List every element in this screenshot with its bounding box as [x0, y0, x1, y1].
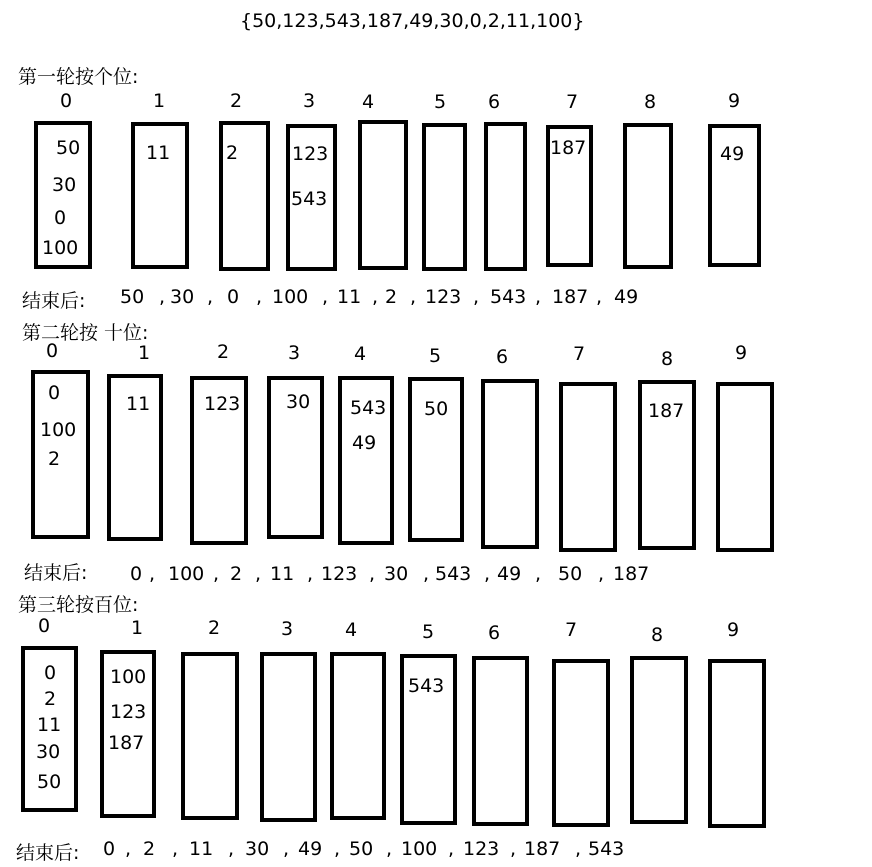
result-value: 30 — [245, 838, 270, 860]
bucket-index-label: 2 — [230, 90, 243, 112]
bucket-index-label: 4 — [345, 619, 358, 641]
result-value: 0 — [103, 838, 116, 860]
bucket-index-label: 7 — [565, 619, 578, 641]
result-separator: , — [510, 838, 517, 860]
bucket-value: 50 — [56, 137, 81, 159]
result-value: 100 — [401, 838, 438, 860]
round-1-label: 第一轮按个位: — [18, 66, 139, 88]
result-separator: , — [535, 563, 542, 585]
result-value: 30 — [384, 563, 409, 585]
bucket-value: 2 — [44, 688, 57, 710]
bucket-value: 543 — [408, 675, 445, 697]
result-separator: , — [484, 563, 491, 585]
bucket-index-label: 1 — [138, 342, 151, 364]
bucket-value: 100 — [110, 666, 147, 688]
bucket-index-label: 7 — [573, 343, 586, 365]
result-value: 49 — [298, 838, 323, 860]
bucket-value: 30 — [36, 741, 61, 763]
bucket-value: 11 — [146, 142, 171, 164]
round-1-result-label: 结束后: — [22, 290, 86, 312]
input-array-title: {50,123,543,187,49,30,0,2,11,100} — [240, 10, 585, 32]
result-separator: , — [125, 838, 132, 860]
bucket-value: 123 — [204, 393, 241, 415]
result-separator: , — [386, 838, 393, 860]
result-value: 30 — [170, 286, 195, 308]
result-separator: , — [448, 838, 455, 860]
bucket-index-label: 1 — [131, 617, 144, 639]
bucket-6 — [472, 656, 529, 826]
result-separator: , — [207, 286, 214, 308]
bucket-index-label: 6 — [488, 622, 501, 644]
bucket-index-label: 3 — [288, 342, 301, 364]
result-separator: , — [159, 286, 166, 308]
bucket-index-label: 4 — [354, 343, 367, 365]
result-separator: , — [423, 563, 430, 585]
bucket-value: 30 — [52, 174, 77, 196]
result-value: 2 — [385, 286, 398, 308]
bucket-value: 0 — [44, 662, 57, 684]
round-2-result-label: 结束后: — [24, 562, 88, 584]
bucket-index-label: 3 — [281, 618, 294, 640]
result-separator: , — [596, 286, 603, 308]
bucket-index-label: 5 — [434, 91, 447, 113]
result-value: 123 — [321, 563, 358, 585]
bucket-7 — [552, 659, 610, 827]
bucket-3 — [260, 652, 317, 822]
result-value: 543 — [588, 838, 625, 860]
bucket-value: 543 — [350, 397, 387, 419]
bucket-index-label: 0 — [38, 615, 51, 637]
result-value: 123 — [425, 286, 462, 308]
result-value: 50 — [558, 563, 583, 585]
bucket-value: 2 — [48, 448, 61, 470]
result-separator: , — [172, 838, 179, 860]
result-value: 49 — [614, 286, 639, 308]
bucket-index-label: 9 — [735, 342, 748, 364]
result-value: 50 — [120, 286, 145, 308]
bucket-index-label: 5 — [422, 621, 435, 643]
bucket-value: 49 — [352, 432, 377, 454]
bucket-index-label: 4 — [362, 91, 375, 113]
bucket-8 — [630, 656, 688, 824]
bucket-index-label: 6 — [496, 346, 509, 368]
result-separator: , — [322, 286, 329, 308]
bucket-value: 543 — [291, 188, 328, 210]
bucket-value: 11 — [126, 393, 151, 415]
result-separator: , — [575, 838, 582, 860]
bucket-value: 50 — [37, 771, 62, 793]
result-separator: , — [256, 286, 263, 308]
result-separator: , — [334, 838, 341, 860]
result-separator: , — [372, 286, 379, 308]
bucket-9 — [708, 659, 766, 828]
bucket-value: 123 — [110, 701, 147, 723]
bucket-value: 100 — [42, 237, 79, 259]
bucket-6 — [484, 122, 527, 271]
bucket-4 — [330, 652, 386, 820]
bucket-8 — [623, 123, 673, 269]
result-value: 543 — [435, 563, 472, 585]
bucket-index-label: 0 — [46, 340, 59, 362]
bucket-index-label: 9 — [728, 90, 741, 112]
bucket-index-label: 2 — [217, 341, 230, 363]
result-value: 187 — [524, 838, 561, 860]
result-value: 0 — [130, 563, 143, 585]
result-value: 50 — [349, 838, 374, 860]
bucket-0 — [31, 370, 90, 539]
bucket-index-label: 3 — [303, 90, 316, 112]
bucket-2 — [181, 652, 239, 820]
bucket-9 — [716, 382, 774, 552]
result-value: 187 — [613, 563, 650, 585]
result-separator: , — [255, 563, 262, 585]
result-value: 2 — [143, 838, 156, 860]
result-value: 11 — [270, 563, 295, 585]
bucket-value: 2 — [226, 142, 239, 164]
bucket-index-label: 8 — [661, 348, 674, 370]
result-separator: , — [410, 286, 417, 308]
result-separator: , — [473, 286, 480, 308]
bucket-6 — [481, 379, 539, 549]
bucket-value: 11 — [37, 714, 62, 736]
bucket-index-label: 0 — [60, 90, 73, 112]
bucket-4 — [358, 120, 408, 270]
bucket-index-label: 6 — [488, 91, 501, 113]
bucket-index-label: 5 — [429, 345, 442, 367]
result-value: 100 — [168, 563, 205, 585]
bucket-value: 187 — [108, 732, 145, 754]
bucket-value: 0 — [48, 382, 61, 404]
result-separator: , — [535, 286, 542, 308]
bucket-value: 49 — [720, 143, 745, 165]
bucket-index-label: 8 — [651, 624, 664, 646]
bucket-value: 100 — [40, 419, 77, 441]
result-separator: , — [307, 563, 314, 585]
bucket-5 — [422, 123, 467, 271]
result-separator: , — [369, 563, 376, 585]
result-value: 187 — [552, 286, 589, 308]
bucket-value: 50 — [424, 398, 449, 420]
result-separator: , — [283, 838, 290, 860]
result-value: 2 — [230, 563, 243, 585]
result-value: 0 — [227, 286, 240, 308]
result-separator: , — [598, 563, 605, 585]
result-value: 11 — [189, 838, 214, 860]
result-separator: , — [228, 838, 235, 860]
bucket-value: 123 — [292, 143, 329, 165]
round-3-result-label: 结束后: — [16, 842, 80, 864]
bucket-index-label: 9 — [727, 619, 740, 641]
result-value: 543 — [490, 286, 527, 308]
bucket-7 — [559, 382, 617, 552]
bucket-value: 187 — [648, 400, 685, 422]
result-separator: , — [149, 563, 156, 585]
bucket-value: 187 — [550, 137, 587, 159]
bucket-value: 30 — [286, 391, 311, 413]
bucket-value: 0 — [54, 207, 67, 229]
result-value: 123 — [463, 838, 500, 860]
round-2-label: 第二轮按 十位: — [22, 322, 149, 344]
result-value: 11 — [337, 286, 362, 308]
result-separator: , — [213, 563, 220, 585]
round-3-label: 第三轮按百位: — [18, 594, 139, 616]
bucket-index-label: 1 — [153, 90, 166, 112]
bucket-index-label: 8 — [644, 91, 657, 113]
result-value: 49 — [497, 563, 522, 585]
bucket-index-label: 2 — [208, 617, 221, 639]
bucket-index-label: 7 — [566, 91, 579, 113]
result-value: 100 — [272, 286, 309, 308]
